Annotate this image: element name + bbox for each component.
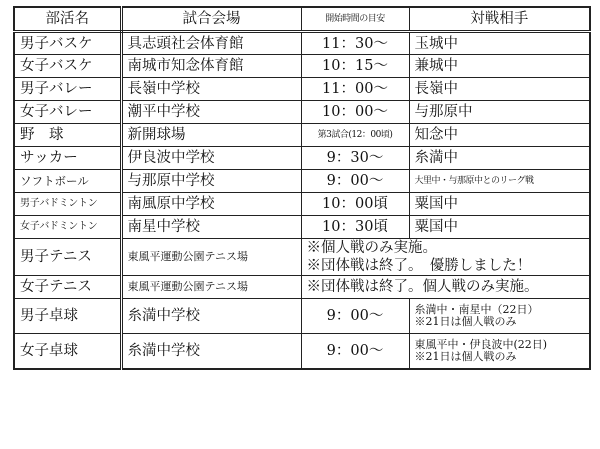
venue-cell: 南星中学校 xyxy=(121,216,301,239)
table-row xyxy=(14,32,590,55)
club-cell: 女子テニス xyxy=(14,276,121,299)
club-cell: 男子テニス xyxy=(14,239,121,276)
header-row xyxy=(14,7,590,32)
tennis-boys-note-cell xyxy=(301,239,590,276)
table-row xyxy=(14,55,590,78)
time-cell: 11：00～ xyxy=(301,78,409,101)
opponent-cell: 玉城中 xyxy=(409,32,590,55)
table-row-tabletennis-girls xyxy=(14,334,590,369)
note-line: ※団体戦は終了。 優勝しました！ xyxy=(306,258,532,274)
note-line: ※個人戦のみ実施。 xyxy=(306,240,437,256)
header-opponent: 対戦相手 xyxy=(409,7,590,32)
venue-cell: 糸満中学校 xyxy=(121,334,301,369)
venue-cell: 長嶺中学校 xyxy=(121,78,301,101)
table-row xyxy=(14,193,590,216)
table-row-tennis-boys xyxy=(14,239,590,276)
club-cell: 男子バスケ xyxy=(14,32,121,55)
time-cell: 10：00頃 xyxy=(301,193,409,216)
club-cell: 野 球 xyxy=(14,124,121,147)
header-venue: 試合会場 xyxy=(121,7,301,32)
time-cell: 10：15～ xyxy=(301,55,409,78)
opponent-cell: 長嶺中 xyxy=(409,78,590,101)
time-cell: 9：00～ xyxy=(301,299,409,334)
time-cell: 10：30頃 xyxy=(301,216,409,239)
club-cell: 女子バドミントン xyxy=(14,216,121,239)
venue-cell: 南風原中学校 xyxy=(121,193,301,216)
time-cell: 第3試合(12：00頃) xyxy=(301,124,409,147)
table-row-tennis-girls xyxy=(14,276,590,299)
opponent-line: 東風平中・伊良波中(22日) xyxy=(414,337,548,351)
opponent-cell: 粟国中 xyxy=(409,216,590,239)
table-row xyxy=(14,216,590,239)
venue-cell: 南城市知念体育館 xyxy=(121,55,301,78)
time-cell: 9：00～ xyxy=(301,334,409,369)
venue-cell: 新開球場 xyxy=(121,124,301,147)
time-cell: 9：00～ xyxy=(301,170,409,193)
venue-cell: 糸満中学校 xyxy=(121,299,301,334)
venue-cell: 伊良波中学校 xyxy=(121,147,301,170)
club-cell: 男子バドミントン xyxy=(14,193,121,216)
opponent-line: ※21日は個人戦のみ xyxy=(414,349,517,363)
opponent-cell: 与那原中 xyxy=(409,101,590,124)
club-cell: 男子バレー xyxy=(14,78,121,101)
time-cell: 11：30～ xyxy=(301,32,409,55)
match-schedule-table xyxy=(13,6,591,370)
time-cell: 9：30～ xyxy=(301,147,409,170)
table-row xyxy=(14,124,590,147)
club-cell: 女子バスケ xyxy=(14,55,121,78)
header-start-time: 開始時間の目安 xyxy=(301,7,409,32)
club-cell: 男子卓球 xyxy=(14,299,121,334)
tennis-girls-note-cell: ※団体戦は終了。個人戦のみ実施。 xyxy=(301,276,590,299)
venue-cell: 与那原中学校 xyxy=(121,170,301,193)
venue-cell: 東風平運動公園テニス場 xyxy=(121,276,301,299)
table-row xyxy=(14,170,590,193)
club-cell: ソフトボール xyxy=(14,170,121,193)
opponent-cell: 粟国中 xyxy=(409,193,590,216)
schedule-table-wrapper xyxy=(13,6,589,370)
table-row-tabletennis-boys xyxy=(14,299,590,334)
table-row xyxy=(14,147,590,170)
club-cell: サッカー xyxy=(14,147,121,170)
opponent-cell xyxy=(409,334,590,369)
time-cell: 10：00～ xyxy=(301,101,409,124)
club-cell: 女子卓球 xyxy=(14,334,121,369)
venue-cell: 潮平中学校 xyxy=(121,101,301,124)
venue-cell: 東風平運動公園テニス場 xyxy=(121,239,301,276)
table-row xyxy=(14,101,590,124)
opponent-cell: 兼城中 xyxy=(409,55,590,78)
opponent-line: ※21日は個人戦のみ xyxy=(414,315,517,328)
opponent-cell: 大里中・与那原中とのリーグ戦 xyxy=(409,170,590,193)
club-cell: 女子バレー xyxy=(14,101,121,124)
table-row xyxy=(14,78,590,101)
opponent-line: 糸満中・南星中（22日） xyxy=(414,303,539,316)
opponent-cell: 糸満中 xyxy=(409,147,590,170)
opponent-cell xyxy=(409,299,590,334)
opponent-cell: 知念中 xyxy=(409,124,590,147)
venue-cell: 具志頭社会体育館 xyxy=(121,32,301,55)
header-club: 部活名 xyxy=(14,7,121,32)
